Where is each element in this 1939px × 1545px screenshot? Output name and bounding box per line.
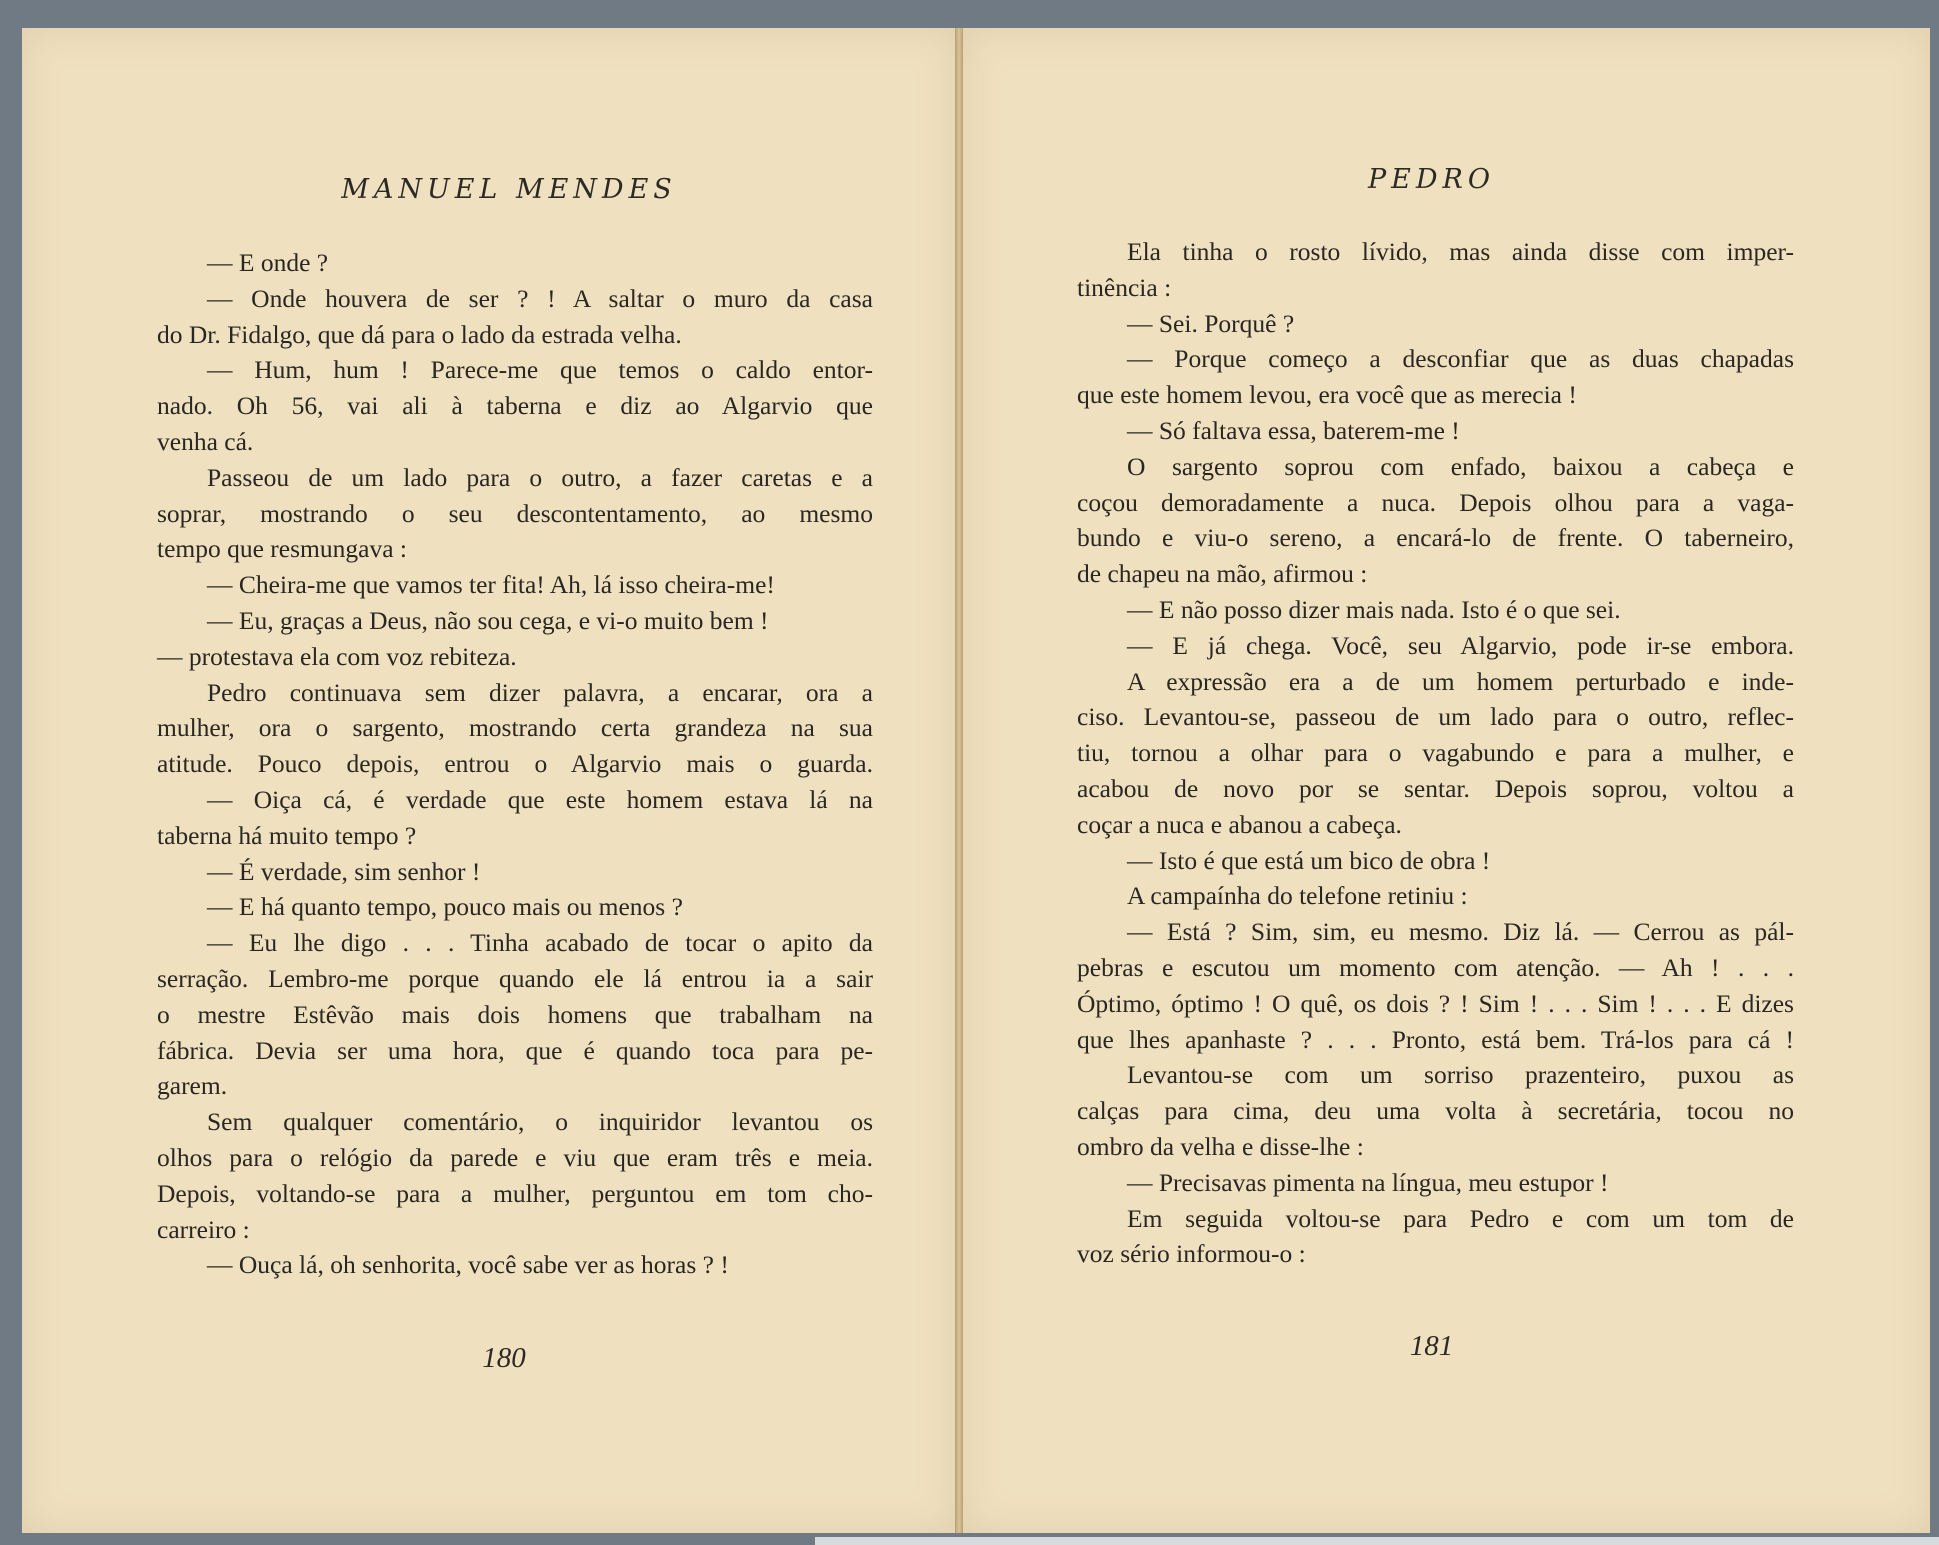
text-line: — E não posso dizer mais nada. Isto é o que sei. bbox=[1127, 594, 1621, 624]
left-page bbox=[22, 28, 958, 1533]
scanner-edge-strip bbox=[815, 1537, 1939, 1545]
left-running-head: MANUEL MENDES bbox=[341, 174, 677, 205]
text-line: A expressão era a de um homem perturbado e inde- bbox=[1127, 666, 1794, 696]
text-line: Pedro continuava sem dizer palavra, a encarar, ora a bbox=[207, 677, 873, 707]
text-line: — Hum, hum ! Parece-me que temos o caldo entor- bbox=[207, 355, 873, 385]
text-line: bundo e viu-o sereno, a encará-lo de frente. O taberneiro, bbox=[1077, 523, 1794, 553]
text-line: Depois, voltando-se para a mulher, perguntou em tom cho- bbox=[157, 1178, 873, 1208]
text-line: — Precisavas pimenta na língua, meu estupor ! bbox=[1127, 1167, 1609, 1197]
left-page-number: 180 bbox=[482, 1342, 526, 1374]
text-line: — Porque começo a desconfiar que as duas chapadas bbox=[1127, 344, 1794, 374]
text-line: — Está ? Sim, sim, eu mesmo. Diz lá. — Cerrou as pál- bbox=[1127, 917, 1794, 947]
right-page-text bbox=[1077, 234, 1794, 1272]
text-line: — Sei. Porquê ? bbox=[1127, 308, 1295, 338]
text-line: — E onde ? bbox=[207, 248, 329, 277]
text-line: venha cá. bbox=[157, 426, 254, 456]
right-page bbox=[963, 28, 1930, 1533]
text-line: Óptimo, óptimo ! O quê, os dois ? ! Sim ! . . . Sim ! . . . E dizes bbox=[1077, 988, 1794, 1018]
text-line: coçar a nuca e abanou a cabeça. bbox=[1077, 809, 1402, 839]
text-line: Passeou de um lado para o outro, a fazer caretas e a bbox=[207, 462, 873, 492]
text-line: coçou demoradamente a nuca. Depois olhou para a vaga- bbox=[1077, 487, 1794, 517]
text-line: fábrica. Devia ser uma hora, que é quando toca para pe- bbox=[157, 1035, 873, 1065]
text-line: carreiro : bbox=[157, 1214, 250, 1244]
text-line: olhos para o relógio da parede e viu que eram três e meia. bbox=[157, 1142, 873, 1172]
text-line: tinência : bbox=[1077, 272, 1172, 302]
text-line: voz sério informou-o : bbox=[1077, 1239, 1306, 1269]
text-line: mulher, ora o sargento, mostrando certa grandeza na sua bbox=[157, 713, 873, 743]
text-line: o mestre Estêvão mais dois homens que trabalham na bbox=[157, 999, 873, 1029]
text-line: calças para cima, deu uma volta à secretária, tocou no bbox=[1077, 1096, 1794, 1126]
text-line: Sem qualquer comentário, o inquiridor levantou os bbox=[207, 1107, 873, 1137]
text-line: que este homem levou, era você que as merecia ! bbox=[1077, 380, 1577, 410]
text-line: Em seguida voltou-se para Pedro e com um tom de bbox=[1127, 1203, 1794, 1233]
text-line: — Eu lhe digo . . . Tinha acabado de tocar o apito da bbox=[207, 928, 873, 958]
text-line: — E já chega. Você, seu Algarvio, pode ir-se embora. bbox=[1127, 630, 1794, 660]
text-line: pebras e escutou um momento com atenção. — Ah ! . . . bbox=[1077, 952, 1794, 982]
text-line: soprar, mostrando o seu descontentamento, ao mesmo bbox=[157, 498, 873, 528]
text-line: — Cheira-me que vamos ter fita! Ah, lá isso cheira-me! bbox=[207, 570, 775, 600]
text-line: ciso. Levantou-se, passeou de um lado para o outro, reflec- bbox=[1077, 702, 1794, 732]
text-line: tiu, tornou a olhar para o vagabundo e para a mulher, e bbox=[1077, 738, 1794, 768]
text-line: Ela tinha o rosto lívido, mas ainda disse com imper- bbox=[1127, 237, 1794, 266]
text-line: — Só faltava essa, baterem-me ! bbox=[1127, 415, 1460, 445]
text-line: — Eu, graças a Deus, não sou cega, e vi-o muito bem ! bbox=[207, 605, 769, 635]
text-line: que lhes apanhaste ? . . . Pronto, está bem. Trá-los para cá ! bbox=[1077, 1024, 1794, 1054]
left-page-text bbox=[157, 245, 873, 1283]
text-line: — E há quanto tempo, pouco mais ou menos ? bbox=[207, 892, 683, 922]
right-page-number: 181 bbox=[1409, 1330, 1454, 1362]
text-line: tempo que resmungava : bbox=[157, 534, 407, 564]
text-line: — Isto é que está um bico de obra ! bbox=[1127, 845, 1491, 875]
text-line: Levantou-se com um sorriso prazenteiro, puxou as bbox=[1127, 1060, 1794, 1090]
right-running-head: PEDRO bbox=[1368, 164, 1495, 195]
text-line: serração. Lembro-me porque quando ele lá entrou ia a sair bbox=[157, 963, 873, 993]
text-line: atitude. Pouco depois, entrou o Algarvio mais o guarda. bbox=[157, 749, 873, 779]
text-line: de chapeu na mão, afirmou : bbox=[1077, 559, 1368, 589]
text-line: ombro da velha e disse-lhe : bbox=[1077, 1131, 1364, 1161]
text-line: do Dr. Fidalgo, que dá para o lado da estrada velha. bbox=[157, 319, 682, 349]
text-line: O sargento soprou com enfado, baixou a cabeça e bbox=[1127, 451, 1794, 481]
text-line: — Ouça lá, oh senhorita, você sabe ver as horas ? ! bbox=[207, 1250, 729, 1280]
book-spread bbox=[22, 28, 1930, 1533]
text-line: nado. Oh 56, vai ali à taberna e diz ao Algarvio que bbox=[157, 391, 873, 421]
text-line: — protestava ela com voz rebiteza. bbox=[157, 641, 517, 671]
text-line: garem. bbox=[157, 1071, 228, 1101]
text-line: — Oiça cá, é verdade que este homem estava lá na bbox=[207, 784, 873, 814]
text-line: — É verdade, sim senhor ! bbox=[207, 856, 481, 886]
text-line: — Onde houvera de ser ? ! A saltar o muro da casa bbox=[207, 283, 873, 313]
text-line: taberna há muito tempo ? bbox=[157, 820, 417, 850]
text-line: acabou de novo por se sentar. Depois soprou, voltou a bbox=[1077, 773, 1794, 803]
text-line: A campaínha do telefone retiniu : bbox=[1127, 881, 1468, 911]
